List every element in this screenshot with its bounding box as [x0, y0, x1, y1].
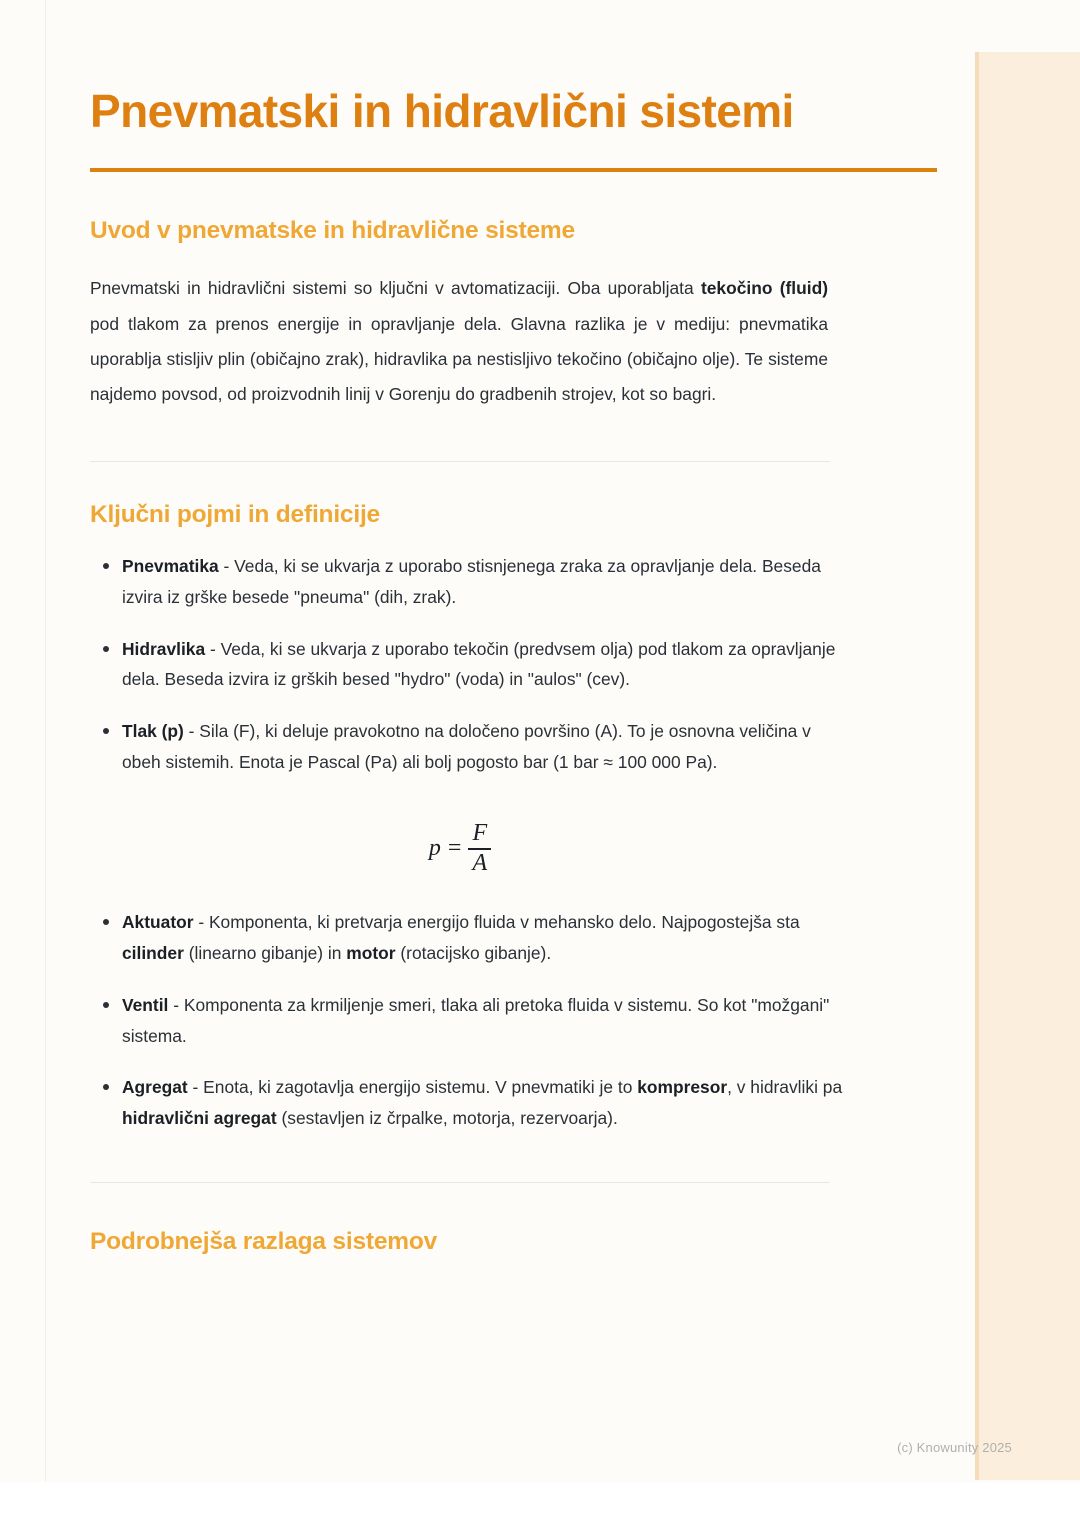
formula-denominator: A	[472, 849, 488, 876]
term-text-1: - Enota, ki zagotavlja energijo sistemu. V pnevmatiki je to	[187, 1077, 638, 1098]
term-label: Ventil	[122, 994, 169, 1015]
footer-copyright: (c) Knowunity 2025	[897, 1440, 1012, 1455]
section-heading-intro: Uvod v pnevmatske in hidravlične sisteme	[90, 217, 575, 245]
term-bold-1: cilinder	[122, 942, 184, 963]
term-text-1: - Komponenta, ki pretvarja energijo fluida v mehansko delo. Najpogostejša sta	[193, 911, 800, 932]
right-edge-stripe-border	[975, 52, 979, 1480]
term-text-2: , v hidravliki pa	[727, 1077, 843, 1098]
term-label: Pnevmatika	[122, 555, 219, 576]
term-text-3: (rotacijsko gibanje).	[395, 942, 552, 963]
intro-paragraph	[90, 245, 828, 412]
term-text-3: (sestavljen iz črpalke, motorja, rezervoarja).	[276, 1108, 618, 1129]
formula-lhs: p	[428, 835, 441, 862]
list-item	[90, 1072, 854, 1134]
list-item	[90, 907, 854, 969]
pressure-formula	[429, 821, 491, 876]
formula-numerator: F	[472, 820, 488, 847]
right-edge-stripe	[975, 52, 1080, 1480]
intro-paragraph-text-1: Pnevmatski in hidravlični sistemi so ključni v avtomatizaciji. Oba uporabljata	[90, 278, 701, 299]
formula-equals: =	[447, 835, 462, 862]
key-terms-list-continued	[90, 907, 938, 1135]
term-bold-2: hidravlični agregat	[122, 1108, 277, 1129]
term-definition: - Veda, ki se ukvarja z uporabo tekočin (predvsem olja) pod tlakom za opravljanje dela. Beseda izvira iz grških besed "hydro" (voda) in "aulos" (cev).	[122, 638, 836, 690]
page-title: Pnevmatski in hidravlični sistemi	[90, 85, 794, 137]
left-margin-rule	[45, 0, 46, 1482]
intro-paragraph-text-2: pod tlakom za prenos energije in opravljanje dela. Glavna razlika je v mediju: pnevmatika uporablja stisljiv plin (običajno zrak), hidravlika pa nestisljivo tekočino (običajno olje). Te sisteme najdemo povsod, od proizvodnih linij v Gorenju do gradbenih strojev, kot so bagri.	[90, 313, 828, 405]
term-text-1: - Komponenta za krmiljenje smeri, tlaka ali pretoka fluida v sistemu. So kot "možgani" sistema.	[122, 994, 830, 1046]
term-label: Agregat	[122, 1077, 188, 1098]
list-item	[90, 634, 854, 696]
term-definition: - Sila (F), ki deluje pravokotno na določeno površino (A). To je osnovna veličina v obeh sistemih. Enota je Pascal (Pa) ali bolj pogosto bar (1 bar ≈ 100 000 Pa).	[122, 721, 811, 773]
formula-fraction	[468, 821, 491, 876]
term-label: Hidravlika	[122, 638, 206, 659]
term-definition: - Veda, ki se ukvarja z uporabo stisnjenega zraka za opravljanje dela. Beseda izvira iz grške besede "pneuma" (dih, zrak).	[122, 555, 821, 607]
term-bold-2: motor	[346, 942, 396, 963]
formula-block	[90, 799, 830, 906]
list-item	[90, 551, 854, 613]
document-content	[90, 0, 938, 1256]
key-terms-list	[90, 529, 938, 779]
list-item	[90, 990, 854, 1052]
term-text-2: (linearno gibanje) in	[183, 942, 347, 963]
section-heading-detailed: Podrobnejša razlaga sistemov	[90, 1228, 438, 1256]
intro-paragraph-bold-term: tekočino (fluid)	[700, 278, 828, 299]
term-label: Aktuator	[122, 911, 194, 932]
term-bold-1: kompresor	[637, 1077, 728, 1098]
term-label: Tlak (p)	[122, 721, 184, 742]
section-heading-key-terms: Ključni pojmi in definicije	[90, 500, 380, 528]
list-item	[90, 716, 854, 778]
